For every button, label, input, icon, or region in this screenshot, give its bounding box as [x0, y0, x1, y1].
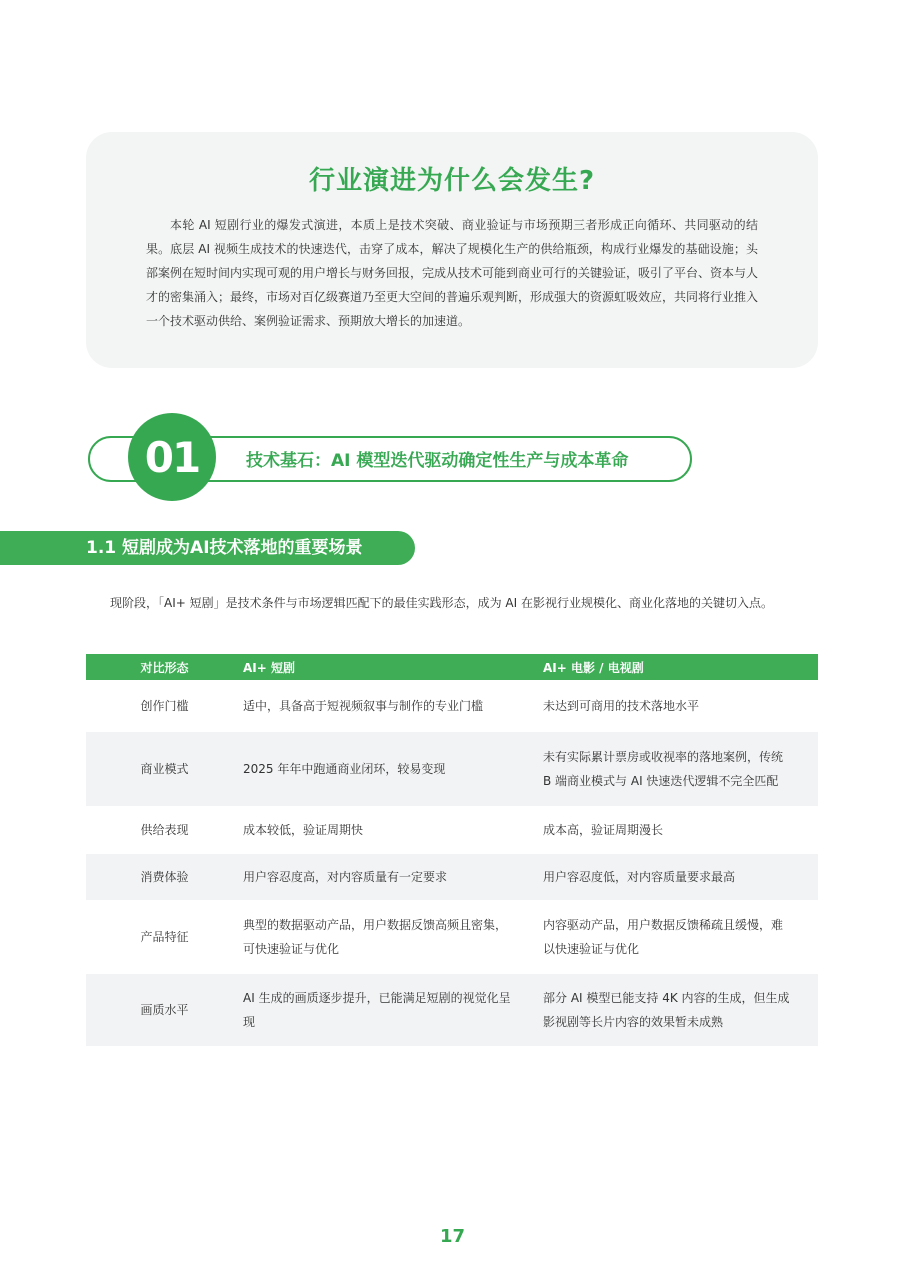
table-cell: 成本较低，验证周期快 — [243, 806, 543, 854]
intro-paragraph: 本轮 AI 短剧行业的爆发式演进，本质上是技术突破、商业验证与市场预期三者形成正向循环、共同驱动的结果。底层 AI 视频生成技术的快速迭代，击穿了成本，解决了规模化生产的供给瓶颈，构成行业爆发的基础设施；头部案例在短时间内实现可观的用户增长与财务回报，完成从技术可能到商业可行的关键验证，吸引了平台、资本与人才的密集涌入；最终，市场对百亿级赛道乃至更大空间的普遍乐观判断，形成强大的资源虹吸效应，共同将行业推入一个技术驱动供给、案例验证需求、预期放大增长的加速道。 — [146, 218, 759, 328]
table-row — [86, 806, 818, 854]
page-number: 17 — [439, 1226, 466, 1247]
table-row — [86, 680, 818, 732]
intro-title: 行业演进为什么会发生? — [308, 166, 596, 196]
table-row — [86, 732, 818, 806]
table-header-cell: AI+ 电影 / 电视剧 — [543, 654, 818, 680]
table-cell: 用户容忍度低，对内容质量要求最高 — [543, 854, 818, 900]
section-title: 技术基石：AI 模型迭代驱动确定性生产与成本革命 — [246, 451, 629, 471]
table-cell: 未达到可商用的技术落地水平 — [543, 680, 818, 732]
table-cell: 2025 年年中跑通商业闭环，较易变现 — [243, 732, 543, 806]
table-cell: 适中，具备高于短视频叙事与制作的专业门槛 — [243, 680, 543, 732]
table-cell: 商业模式 — [86, 732, 243, 806]
table-cell: 供给表现 — [86, 806, 243, 854]
table-cell: 用户容忍度高，对内容质量有一定要求 — [243, 854, 543, 900]
table-cell: 消费体验 — [86, 854, 243, 900]
table-cell: 创作门槛 — [86, 680, 243, 732]
table-cell: 未有实际累计票房或收视率的落地案例，传统 B 端商业模式与 AI 快速迭代逻辑不完全匹配 — [543, 732, 818, 806]
table-header-cell: AI+ 短剧 — [243, 654, 543, 680]
section-number-badge: 01 — [128, 413, 216, 501]
lead-paragraph: 现阶段，「AI+ 短剧」是技术条件与市场逻辑匹配下的最佳实践形态，成为 AI 在影视行业规模化、商业化落地的关键切入点。 — [110, 596, 773, 610]
table-cell: 成本高，验证周期漫长 — [543, 806, 818, 854]
intro-panel — [86, 132, 818, 368]
table-row — [86, 900, 818, 974]
table-row — [86, 854, 818, 900]
table-cell: AI 生成的画质逐步提升，已能满足短剧的视觉化呈现 — [243, 974, 543, 1046]
table-cell: 部分 AI 模型已能支持 4K 内容的生成，但生成影视剧等长片内容的效果暂未成熟 — [543, 974, 818, 1046]
table-cell: 内容驱动产品，用户数据反馈稀疏且缓慢，难以快速验证与优化 — [543, 900, 818, 974]
table-row — [86, 974, 818, 1046]
table-header-row — [86, 654, 818, 680]
comparison-table — [86, 654, 818, 1046]
table-cell: 典型的数据驱动产品，用户数据反馈高频且密集，可快速验证与优化 — [243, 900, 543, 974]
table-header-cell: 对比形态 — [86, 654, 243, 680]
table-cell: 产品特征 — [86, 900, 243, 974]
table-cell: 画质水平 — [86, 974, 243, 1046]
subsection-title: 1.1 短剧成为AI技术落地的重要场景 — [0, 531, 415, 565]
